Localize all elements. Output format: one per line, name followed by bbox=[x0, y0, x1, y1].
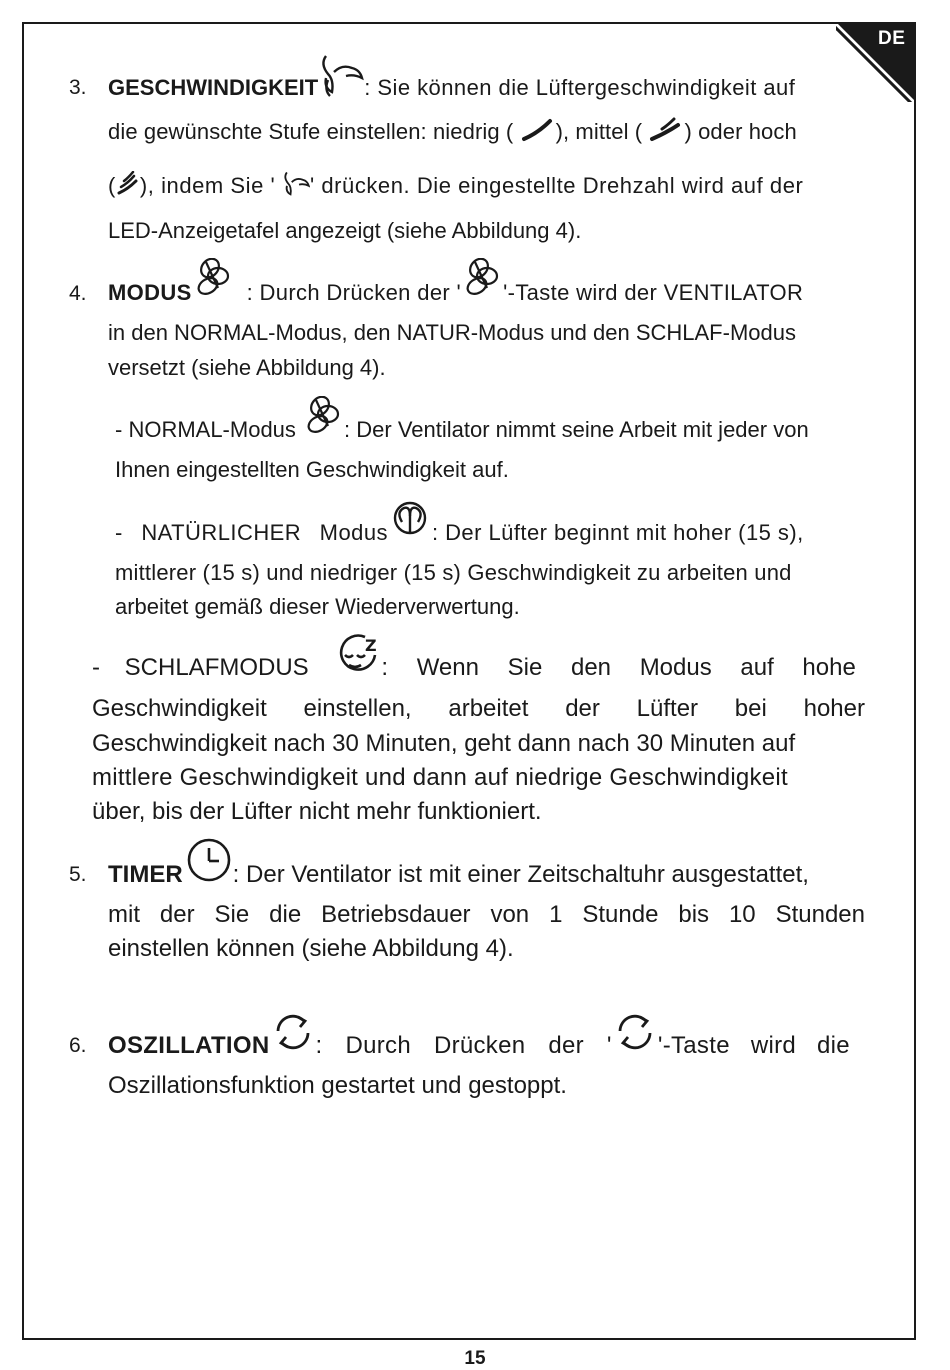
natural-mode-line-2: mittlerer (15 s) und niedriger (15 s) Geschwindigkeit zu arbeiten und bbox=[115, 560, 792, 585]
speed-high-icon bbox=[116, 171, 140, 203]
item-3-line-2: die gewünschte Stufe einstellen: niedrig ( ), mittel ( ) oder hoch bbox=[108, 117, 797, 149]
oscillation-icon bbox=[612, 1009, 658, 1062]
item-title: TIMER bbox=[108, 860, 183, 888]
sleep-mode-line-2: Geschwindigkeit einstellen, arbeitet der Lüfter bei hoher bbox=[92, 695, 865, 722]
natural-mode-line-1: - NATÜRLICHER Modus : Der Lüfter beginnt mit hoher (15 s), bbox=[115, 520, 804, 546]
language-tag: DE bbox=[878, 28, 906, 49]
mode-fan-icon bbox=[461, 258, 503, 304]
item-4-line-2: in den NORMAL-Modus, den NATUR-Modus und den SCHLAF-Modus bbox=[108, 320, 796, 345]
natural-mode-icon bbox=[388, 500, 432, 544]
normal-mode-line-2: Ihnen eingestellten Geschwindigkeit auf. bbox=[115, 457, 509, 482]
item-3-line-3: ( ), indem Sie ' ' drücken. Die eingestellte Drehzahl wird auf der bbox=[108, 170, 803, 204]
sleep-mode-line-1: - SCHLAFMODUS Z : Wenn Sie den Modus auf hohe bbox=[92, 654, 856, 682]
item-5-line-1: TIMER : Der Ventilator ist mit einer Zeitschaltuhr ausgestattet, bbox=[108, 860, 809, 891]
svg-text:Z: Z bbox=[365, 636, 377, 656]
normal-mode-icon bbox=[302, 396, 344, 442]
normal-mode-line-1: - NORMAL-Modus : Der Ventilator nimmt seine Arbeit mit jeder von bbox=[115, 417, 809, 443]
item-number: 3. bbox=[69, 76, 87, 99]
item-3-line-4: LED-Anzeigetafel angezeigt (siehe Abbildung 4). bbox=[108, 218, 582, 243]
item-title: GESCHWINDIGKEIT bbox=[108, 74, 319, 100]
item-number: 4. bbox=[69, 282, 87, 305]
item-5-line-2: mit der Sie die Betriebsdauer von 1 Stunde bis 10 Stunden bbox=[108, 901, 865, 928]
oscillation-icon bbox=[270, 1009, 316, 1062]
fan-speed-icon bbox=[318, 52, 364, 104]
item-number: 6. bbox=[69, 1034, 87, 1057]
item-6-line-1: OSZILLATION : Durch Drücken der ' '-Taste wird die bbox=[108, 1031, 850, 1062]
item-4-line-3: versetzt (siehe Abbildung 4). bbox=[108, 355, 386, 380]
sleep-mode-line-4: mittlere Geschwindigkeit und dann auf niedrige Geschwindigkeit bbox=[92, 764, 788, 791]
item-6-line-2: Oszillationsfunktion gestartet und gestoppt. bbox=[108, 1072, 567, 1099]
clock-icon bbox=[183, 838, 233, 891]
item-4-line-1: MODUS : Durch Drücken der ' '-Taste wird der VENTILATOR bbox=[108, 280, 803, 306]
page-number: 15 bbox=[464, 1348, 486, 1369]
item-number: 5. bbox=[69, 863, 87, 886]
sleep-mode-icon bbox=[335, 633, 381, 682]
item-5-line-3: einstellen können (siehe Abbildung 4). bbox=[108, 935, 514, 962]
sleep-mode-line-5: über, bis der Lüfter nicht mehr funktioniert. bbox=[92, 798, 542, 825]
item-title: MODUS bbox=[108, 280, 192, 305]
fan-speed-icon bbox=[282, 170, 310, 204]
natural-mode-line-3: arbeitet gemäß dieser Wiederverwertung. bbox=[115, 594, 520, 619]
mode-fan-icon bbox=[192, 258, 234, 304]
sleep-mode-line-3: Geschwindigkeit nach 30 Minuten, geht dann nach 30 Minuten auf bbox=[92, 730, 796, 757]
item-title: OSZILLATION bbox=[108, 1031, 270, 1059]
speed-medium-icon bbox=[648, 117, 684, 149]
item-3-line-1: GESCHWINDIGKEIT : Sie können die Lüftergeschwindigkeit auf bbox=[108, 74, 795, 104]
speed-low-icon bbox=[520, 117, 556, 149]
